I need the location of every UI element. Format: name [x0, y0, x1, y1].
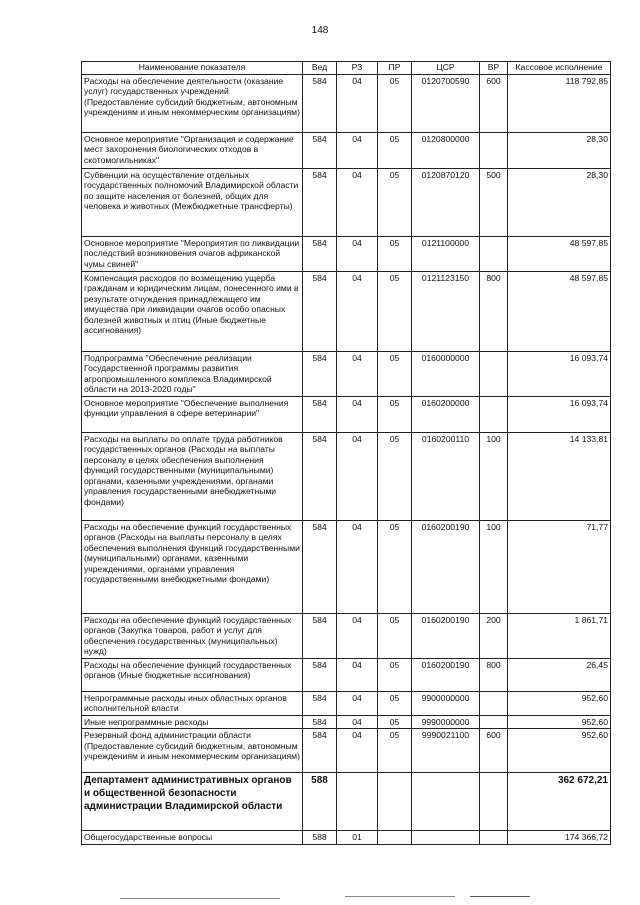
cell-ved: 584 — [303, 133, 337, 169]
table-row — [82, 433, 611, 521]
table-row — [82, 133, 611, 169]
scan-artifact — [120, 898, 280, 899]
cell-rz: 04 — [337, 237, 378, 272]
cell-amount: 952,60 — [508, 729, 611, 773]
cell-amount: 952,60 — [508, 716, 611, 729]
cell-rz: 04 — [337, 521, 378, 614]
table-row — [82, 729, 611, 773]
cell-vr — [480, 352, 508, 397]
cell-name: Субвенции на осуществление отдельных государственных полномочий Владимирской области по защите населения от болезней, общих для человека и животных (Межбюджетные трансферты) — [82, 169, 303, 237]
cell-pr: 05 — [378, 729, 412, 773]
cell-rz: 04 — [337, 729, 378, 773]
table-row — [82, 692, 611, 716]
table-row — [82, 352, 611, 397]
cell-csr: 0121100000 — [412, 237, 480, 272]
cell-rz: 04 — [337, 272, 378, 352]
cell-name: Департамент административных органов и общественной безопасности администрации Владимирской области — [82, 773, 303, 831]
cell-csr: 0120800000 — [412, 133, 480, 169]
cell-pr: 05 — [378, 716, 412, 729]
cell-ved: 584 — [303, 169, 337, 237]
cell-vr: 100 — [480, 521, 508, 614]
header-csr: ЦСР — [412, 62, 480, 75]
cell-name: Расходы на обеспечение деятельности (оказание услуг) государственных учреждений (Предоставление субсидий бюджетным, автономным учреждениям и иным некоммерческим организациям) — [82, 75, 303, 133]
cell-csr: 0160200190 — [412, 614, 480, 659]
cell-csr: 0120700590 — [412, 75, 480, 133]
cell-csr: 9990000000 — [412, 716, 480, 729]
cell-ved: 584 — [303, 352, 337, 397]
cell-pr: 05 — [378, 433, 412, 521]
cell-pr: 05 — [378, 692, 412, 716]
cell-csr: 9990021100 — [412, 729, 480, 773]
cell-rz: 04 — [337, 614, 378, 659]
cell-name: Компенсация расходов по возмещению ущерба гражданам и юридическим лицам, понесенного ими в результате отчуждения принадлежащего им имущества при ликвидации очагов особо опасных болезней животных и птиц (Иные бюджетные ассигнования) — [82, 272, 303, 352]
cell-amount: 1 861,71 — [508, 614, 611, 659]
header-ved: Вед — [303, 62, 337, 75]
cell-csr: 0160200110 — [412, 433, 480, 521]
table-header-row — [82, 62, 611, 75]
table-row — [82, 75, 611, 133]
cell-ved: 584 — [303, 614, 337, 659]
cell-ved: 584 — [303, 397, 337, 433]
cell-vr: 600 — [480, 729, 508, 773]
cell-ved: 584 — [303, 692, 337, 716]
cell-csr: 0160200000 — [412, 397, 480, 433]
cell-vr — [480, 133, 508, 169]
cell-amount: 48 597,85 — [508, 272, 611, 352]
table-row — [82, 169, 611, 237]
cell-name: Расходы на обеспечение функций государственных органов (Закупка товаров, работ и услуг для обеспечения государственных (муниципальных) нужд) — [82, 614, 303, 659]
cell-pr: 05 — [378, 614, 412, 659]
header-pr: ПР — [378, 62, 412, 75]
table-row — [82, 272, 611, 352]
cell-vr: 800 — [480, 659, 508, 692]
cell-csr — [412, 831, 480, 844]
cell-csr: 0160200190 — [412, 521, 480, 614]
cell-csr — [412, 773, 480, 831]
table-row — [82, 614, 611, 659]
cell-csr: 0121123150 — [412, 272, 480, 352]
cell-amount: 71,77 — [508, 521, 611, 614]
cell-vr — [480, 831, 508, 844]
cell-pr: 05 — [378, 397, 412, 433]
header-rz: РЗ — [337, 62, 378, 75]
cell-pr: 05 — [378, 352, 412, 397]
cell-vr: 100 — [480, 433, 508, 521]
cell-rz: 04 — [337, 659, 378, 692]
cell-ved: 584 — [303, 237, 337, 272]
cell-csr: 0160000000 — [412, 352, 480, 397]
cell-name: Резервный фонд администрации области (Предоставление субсидий бюджетным, автономным учреждениям и иным некоммерческим организациям) — [82, 729, 303, 773]
cell-name: Расходы на обеспечение функций государственных органов (Расходы на выплаты персоналу в целях обеспечения выполнения функций государственными (муниципальными) органами, казенными учреждениями, органами управления государственными внебюджетными фондами) — [82, 521, 303, 614]
cell-vr — [480, 773, 508, 831]
cell-pr: 05 — [378, 272, 412, 352]
table-row — [82, 659, 611, 692]
table-row — [82, 237, 611, 272]
page-number: 148 — [311, 25, 329, 36]
cell-vr — [480, 397, 508, 433]
cell-vr: 600 — [480, 75, 508, 133]
table-row — [82, 397, 611, 433]
table-row — [82, 773, 611, 831]
cell-ved: 584 — [303, 521, 337, 614]
report-table — [81, 61, 611, 845]
cell-amount: 118 792,85 — [508, 75, 611, 133]
cell-vr — [480, 237, 508, 272]
table-row — [82, 716, 611, 729]
cell-rz: 04 — [337, 692, 378, 716]
cell-amount: 48 597,85 — [508, 237, 611, 272]
cell-ved: 588 — [303, 773, 337, 831]
cell-rz: 04 — [337, 75, 378, 133]
scan-artifact — [345, 896, 455, 897]
cell-amount: 174 366,72 — [508, 831, 611, 844]
cell-ved: 584 — [303, 659, 337, 692]
cell-name: Основное мероприятие "Обеспечение выполнения функции управления в сфере ветеринарии" — [82, 397, 303, 433]
cell-vr: 800 — [480, 272, 508, 352]
cell-ved: 584 — [303, 729, 337, 773]
table-row — [82, 521, 611, 614]
table-body — [82, 75, 611, 845]
cell-rz: 04 — [337, 397, 378, 433]
cell-rz: 01 — [337, 831, 378, 844]
cell-amount: 28,30 — [508, 133, 611, 169]
cell-name: Расходы на выплаты по оплате труда работников государственных органов (Расходы на выплаты персоналу в целях обеспечения выполнения функций государственными (муниципальными) органами, казенными учреждениями, органами управления государственными внебюджетными фондами) — [82, 433, 303, 521]
cell-pr: 05 — [378, 659, 412, 692]
cell-rz: 04 — [337, 133, 378, 169]
cell-pr — [378, 831, 412, 844]
cell-amount: 16 093,74 — [508, 397, 611, 433]
cell-name: Основное мероприятие "Мероприятия по ликвидации последствий возникновения очагов африканской чумы свиней" — [82, 237, 303, 272]
cell-ved: 584 — [303, 433, 337, 521]
cell-amount: 28,30 — [508, 169, 611, 237]
cell-ved: 584 — [303, 716, 337, 729]
cell-rz: 04 — [337, 716, 378, 729]
cell-name: Иные непрограммные расходы — [82, 716, 303, 729]
cell-rz — [337, 773, 378, 831]
cell-rz: 04 — [337, 352, 378, 397]
cell-pr: 05 — [378, 521, 412, 614]
cell-name: Непрограммные расходы иных областных органов исполнительной власти — [82, 692, 303, 716]
cell-pr: 05 — [378, 169, 412, 237]
cell-amount: 14 133,81 — [508, 433, 611, 521]
cell-name: Расходы на обеспечение функций государственных органов (Иные бюджетные ассигнования) — [82, 659, 303, 692]
header-vr: ВР — [480, 62, 508, 75]
header-name: Наименование показателя — [82, 62, 303, 75]
cell-vr — [480, 692, 508, 716]
cell-name: Основное мероприятие "Организация и содержание мест захоронения биологических отходов в скотомогильниках" — [82, 133, 303, 169]
cell-vr — [480, 716, 508, 729]
cell-amount: 16 093,74 — [508, 352, 611, 397]
cell-csr: 9900000000 — [412, 692, 480, 716]
cell-vr: 200 — [480, 614, 508, 659]
scan-artifact — [470, 896, 530, 897]
cell-name: Подпрограмма "Обеспечение реализации Государственной программы развития агропромышленного комплекса Владимирской области на 2013-2020 годы" — [82, 352, 303, 397]
cell-csr: 0120870120 — [412, 169, 480, 237]
cell-ved: 588 — [303, 831, 337, 844]
cell-rz: 04 — [337, 169, 378, 237]
cell-amount: 952,60 — [508, 692, 611, 716]
table-row — [82, 831, 611, 844]
cell-csr: 0160200190 — [412, 659, 480, 692]
header-amount: Кассовое исполнение — [508, 62, 611, 75]
cell-amount: 26,45 — [508, 659, 611, 692]
cell-ved: 584 — [303, 272, 337, 352]
cell-rz: 04 — [337, 433, 378, 521]
cell-vr: 500 — [480, 169, 508, 237]
cell-pr — [378, 773, 412, 831]
cell-pr: 05 — [378, 75, 412, 133]
cell-amount: 362 672,21 — [508, 773, 611, 831]
cell-pr: 05 — [378, 133, 412, 169]
cell-name: Общегосударственные вопросы — [82, 831, 303, 844]
cell-pr: 05 — [378, 237, 412, 272]
cell-ved: 584 — [303, 75, 337, 133]
